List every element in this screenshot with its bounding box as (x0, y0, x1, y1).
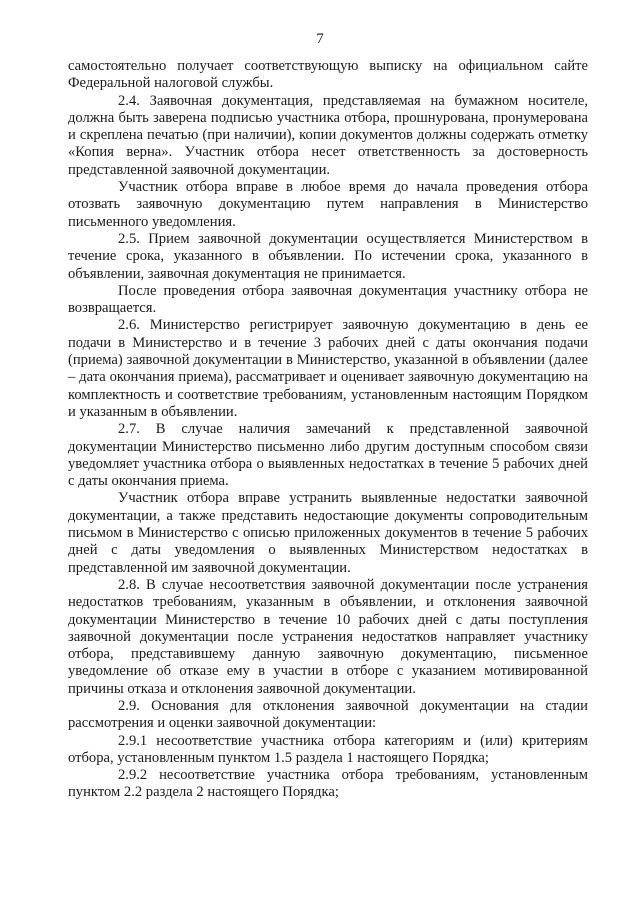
paragraph-2-6: 2.6. Министерство регистрирует заявочную документацию в день ее подачи в Министерство и в течение 3 рабочих дней с даты окончания подачи (приема) заявочной документации в Министерство, указанной в объявлении (далее – дата окончания приема), рассматривает и оценивает заявочную документацию на комплектность и соответствие требованиям, установленным настоящим Порядком и указанным в объявлении. (68, 317, 588, 420)
paragraph-continuation: самостоятельно получает соответствующую выписку на официальном сайте Федеральной налоговой службы. (68, 58, 588, 92)
page-number: 7 (316, 31, 324, 47)
paragraph-no-return: После проведения отбора заявочная документация участнику отбора не возвращается. (68, 282, 588, 317)
paragraph-2-8: 2.8. В случае несоответствия заявочной документации после устранения недостатков требованиям, указанным в объявлении, и отклонения заявочной документации Министерство в течение 10 рабочих дней с даты поступления заявочной документации после устранения недостатков направляет участнику отбора, представившему данную заявочную документацию, письменное уведомление об отказе ему в участии в отборе с указанием мотивированной причины отказа и отклонения заявочной документации. (68, 576, 588, 697)
document-body (68, 58, 588, 802)
paragraph-2-4: 2.4. Заявочная документация, представляемая на бумажном носителе, должна быть заверена подписью участника отбора, прошнурована, пронумерована и скреплена печатью (при наличии), копии документов должны содержать отметку «Копия верна». Участник отбора несет ответственность за достоверность представленной заявочной документации. (68, 92, 588, 178)
paragraph-fix-deficiencies: Участник отбора вправе устранить выявленные недостатки заявочной документации, а также представить недостающие документы сопроводительным письмом в Министерство с описью приложенных документов в течение 5 рабочих дней с даты уведомления о выявленных Министерством недостатках в представленной им заявочной документации. (68, 490, 588, 576)
paragraph-2-9-2: 2.9.2 несоответствие участника отбора требованиям, установленным пунктом 2.2 раздела 2 настоящего Порядка; (68, 767, 588, 801)
paragraph-withdrawal: Участник отбора вправе в любое время до начала проведения отбора отозвать заявочную документацию путем направления в Министерство письменного уведомления. (68, 179, 588, 230)
paragraph-2-9: 2.9. Основания для отклонения заявочной документации на стадии рассмотрения и оценки заявочной документации: (68, 697, 588, 732)
paragraph-2-5: 2.5. Прием заявочной документации осуществляется Министерством в течение срока, указанного в объявлении. По истечении срока, указанного в объявлении, заявочная документация не принимается. (68, 230, 588, 282)
paragraph-2-9-1: 2.9.1 несоответствие участника отбора категориям и (или) критериям отбора, установленным пунктом 1.5 раздела 1 настоящего Порядка; (68, 732, 588, 766)
paragraph-2-7: 2.7. В случае наличия замечаний к представленной заявочной документации Министерство письменно либо другим доступным способом связи уведомляет участника отбора о выявленных недостатках в течение 5 рабочих дней с даты окончания приема. (68, 421, 588, 490)
